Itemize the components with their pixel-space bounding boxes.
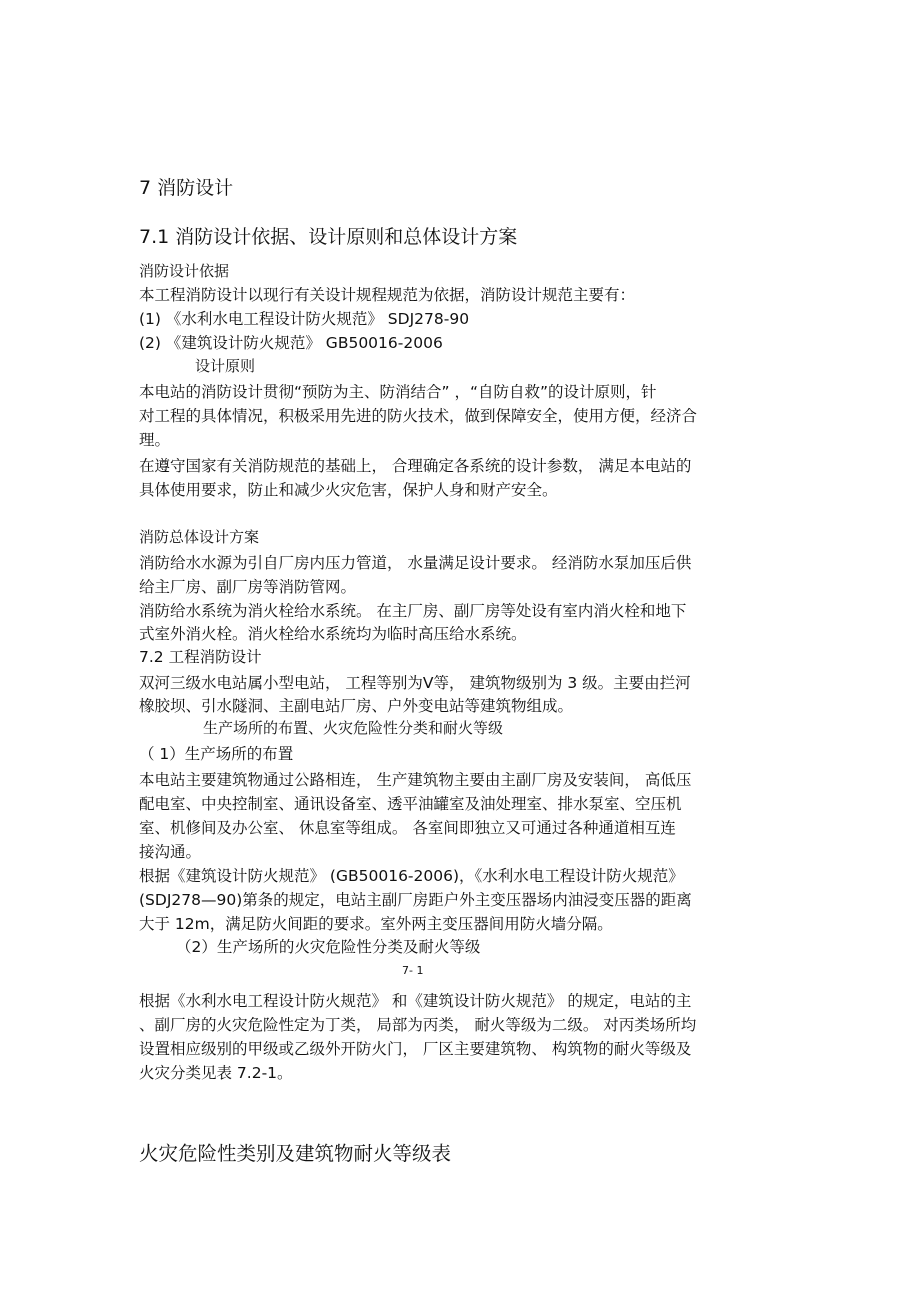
principle-line: 本电站的消防设计贯彻“预防为主、防消结合” ，“自防自救”的设计原则，针 — [139, 383, 657, 401]
overall-line: 消防给水水源为引自厂房内压力管道， 水量满足设计要求。 经消防水泵加压后供 — [139, 554, 692, 572]
principle-line: 对工程的具体情况，积极采用先进的防火技术，做到保障安全，使用方便，经济合 — [139, 407, 698, 425]
basis-intro: 本工程消防设计以现行有关设计规程规范为依据，消防设计规范主要有： — [139, 286, 636, 304]
layout-subtitle: 生产场所的布置、火灾危险性分类和耐火等级 — [203, 719, 504, 737]
item2-line: 火灾分类见表 7.2-1。 — [139, 1064, 293, 1082]
item1-p2-line: 大于 12m，满足防火间距的要求。室外两主变压器间用防火墙分隔。 — [139, 915, 613, 933]
principle-line: 理。 — [139, 431, 171, 449]
chapter-heading: 7 消防设计 — [139, 177, 234, 199]
project-line: 双河三级水电站属小型电站， 工程等别为Ⅴ等， 建筑物级别为 3 级。主要由拦河 — [139, 674, 691, 692]
item2-line: 设置相应级别的甲级或乙级外开防火门， 厂区主要建筑物、 构筑物的耐火等级及 — [139, 1040, 692, 1058]
principle-title: 设计原则 — [195, 357, 256, 375]
item1-p2-line: (SDJ278—90)第条的规定，电站主副厂房距户外主变压器场内油浸变压器的距离 — [139, 891, 692, 909]
basis-item-1: (1) 《水利水电工程设计防火规范》 SDJ278-90 — [139, 310, 470, 328]
item1-line: 室、机修间及办公室、 休息室等组成。 各室间即独立又可通过各种通道相互连 — [139, 819, 676, 837]
item1-line: 本电站主要建筑物通过公路相连， 生产建筑物主要由主副厂房及安装间， 高低压 — [139, 771, 692, 789]
item1-p2-line: 根据《建筑设计防火规范》 (GB50016-2006)，《水利水电工程设计防火规范》 — [139, 867, 684, 885]
project-line: 橡胶坝、引水隧洞、主副电站厂房、户外变电站等建筑物组成。 — [139, 697, 574, 715]
overall-line: 式室外消火栓。消火栓给水系统均为临时高压给水系统。 — [139, 625, 527, 643]
item1-title: （ 1）生产场所的布置 — [139, 745, 294, 763]
item2-title: （2）生产场所的火灾危险性分类及耐火等级 — [176, 938, 481, 956]
item2-line: 根据《水利水电工程设计防火规范》 和《建筑设计防火规范》 的规定，电站的主 — [139, 992, 692, 1010]
item1-line: 接沟通。 — [139, 843, 202, 861]
section-heading-7-1: 7.1 消防设计依据、设计原则和总体设计方案 — [139, 226, 518, 248]
page-number: 7- 1 — [402, 964, 424, 977]
item2-line: 、副厂房的火灾危险性定为丁类， 局部为丙类， 耐火等级为二级。 对丙类场所均 — [139, 1016, 697, 1034]
principle-line: 在遵守国家有关消防规范的基础上， 合理确定各系统的设计参数， 满足本电站的 — [139, 457, 692, 475]
item1-line: 配电室、中央控制室、通讯设备室、透平油罐室及油处理室、排水泵室、空压机 — [139, 795, 682, 813]
section-heading-7-2: 7.2 工程消防设计 — [139, 648, 262, 666]
overall-line: 给主厂房、副厂房等消防管网。 — [139, 578, 357, 596]
basis-title: 消防设计依据 — [139, 262, 230, 280]
table-title: 火灾危险性类别及建筑物耐火等级表 — [139, 1142, 452, 1165]
overall-line: 消防给水系统为消火栓给水系统。 在主厂房、副厂房等处设有室内消火栓和地下 — [139, 602, 687, 620]
principle-line: 具体使用要求，防止和减少火灾危害，保护人身和财产安全。 — [139, 481, 558, 499]
overall-title: 消防总体设计方案 — [139, 528, 260, 546]
basis-item-2: (2) 《建筑设计防火规范》 GB50016-2006 — [139, 334, 443, 352]
